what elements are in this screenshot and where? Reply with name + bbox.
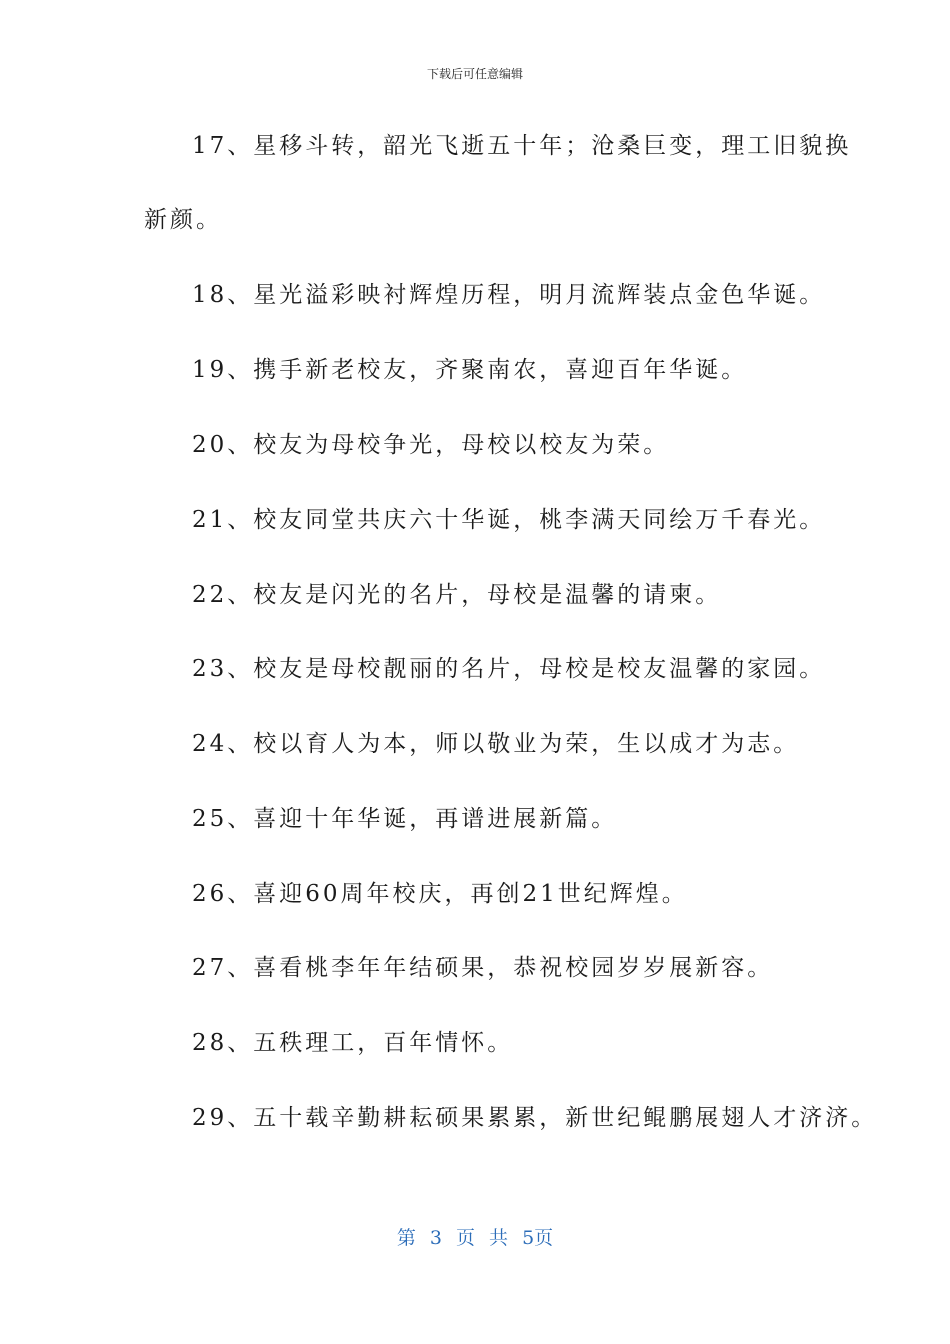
paragraph-line: 20、校友为母校争光，母校以校友为荣。 (192, 432, 670, 458)
paragraph-line: 22、校友是闪光的名片，母校是温馨的请柬。 (192, 582, 722, 608)
paragraph-line: 新颜。 (144, 207, 222, 233)
paragraph-line: 28、五秩理工，百年情怀。 (192, 1030, 514, 1056)
paragraph-line: 17、星移斗转，韶光飞逝五十年；沧桑巨变，理工旧貌换 (192, 133, 852, 159)
paragraph-line: 19、携手新老校友，齐聚南农，喜迎百年华诞。 (192, 357, 748, 383)
paragraph-line: 23、校友是母校靓丽的名片，母校是校友温馨的家园。 (192, 656, 826, 682)
paragraph-line: 25、喜迎十年华诞，再谱进展新篇。 (192, 806, 618, 832)
page-number-footer: 第 3 页 共 5页 (396, 1227, 554, 1249)
paragraph-line: 18、星光溢彩映衬辉煌历程，明月流辉装点金色华诞。 (192, 282, 826, 308)
paragraph-line: 27、喜看桃李年年结硕果，恭祝校园岁岁展新容。 (192, 955, 774, 981)
paragraph-line: 29、五十载辛勤耕耘硕果累累，新世纪鲲鹏展翅人才济济。 (192, 1105, 878, 1131)
page-header: 下载后可任意编辑 (426, 67, 523, 81)
paragraph-line: 24、校以育人为本，师以敬业为荣，生以成才为志。 (192, 731, 800, 757)
paragraph-line: 26、喜迎60周年校庆，再创21世纪辉煌。 (192, 881, 688, 907)
paragraph-line: 21、校友同堂共庆六十华诞，桃李满天同绘万千春光。 (192, 507, 826, 533)
